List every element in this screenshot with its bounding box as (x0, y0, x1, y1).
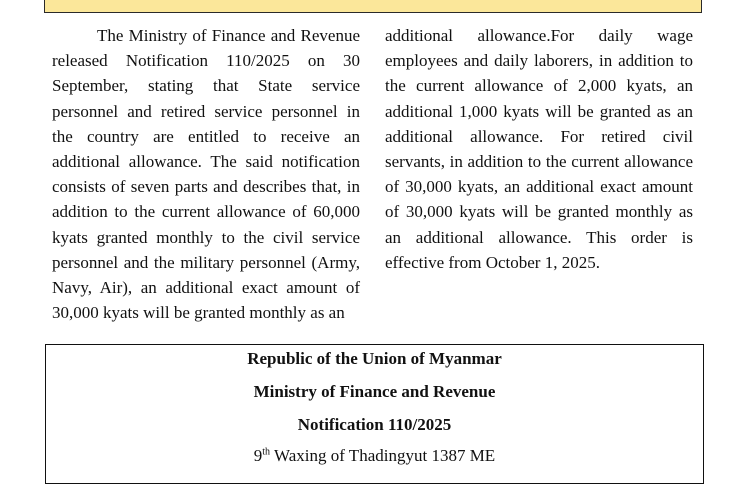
notification-box (45, 344, 704, 484)
notice-country: Republic of the Union of Myanmar (247, 349, 502, 368)
article-column-right (385, 23, 693, 275)
article-paragraph-right: additional allowance.For daily wage employees and daily laborers, in addition to the current allowance of 2,000 kyats, an additional 1,000 kyats will be granted as an additional allowance. For retired civil servants, in addition to the current allowance of 30,000 kyats, an additional exact amount of 30,000 kyats will be granted monthly as an additional allowance. This order is effective from October 1, 2025. (385, 26, 693, 272)
notice-date-suffix: th (262, 446, 271, 458)
notice-date-rest: Waxing of Thadingyut 1387 ME (270, 446, 496, 465)
headline-banner (44, 0, 702, 13)
notice-number: Notification 110/2025 (297, 415, 452, 434)
notice-ministry: Ministry of Finance and Revenue (253, 382, 496, 401)
article-column-left (52, 23, 360, 325)
article-paragraph-left: The Ministry of Finance and Revenue released Notification 110/2025 on 30 September, stating that State service personnel and retired service personnel in the country are entitled to receive an additional allowance. The said notification consists of seven parts and describes that, in addition to the current allowance of 60,000 kyats granted monthly to the civil service personnel and the military personnel (Army, Navy, Air), an additional exact amount of 30,000 kyats will be granted monthly as an (52, 26, 360, 323)
notice-date (46, 446, 703, 466)
notice-date-day: 9 (253, 446, 263, 465)
